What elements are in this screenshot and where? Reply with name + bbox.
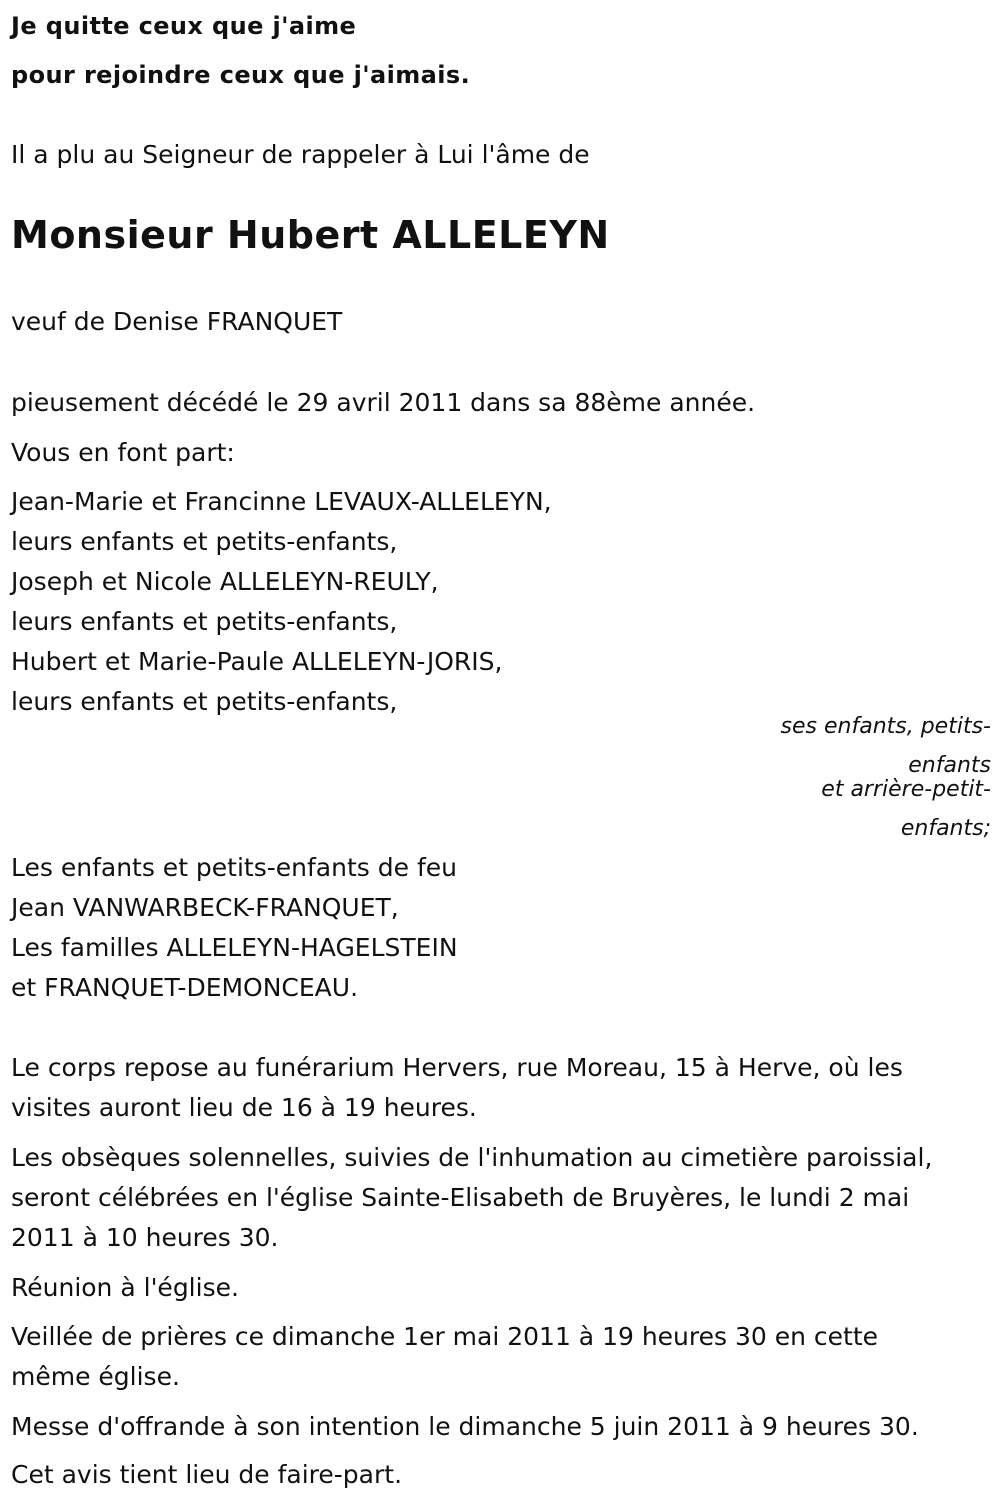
mass-text: Messe d'offrande à son intention le dimanche 5 juin 2011 à 9 heures 30.: [11, 1412, 919, 1441]
family-list: [11, 482, 976, 722]
epigraph-line-2: pour rejoindre ceux que j'aimais.: [11, 61, 471, 89]
epigraph-line-1: Je quitte ceux que j'aime: [11, 12, 357, 40]
paragraph-line: même église.: [11, 1362, 180, 1391]
family-line: leurs enfants et petits-enfants,: [11, 687, 398, 716]
extended-family-list: [11, 848, 976, 1008]
extended-family-line: Les enfants et petits-enfants de feu: [11, 853, 457, 882]
announcers-intro: Vous en font part:: [11, 438, 235, 467]
extended-family-line: Jean VANWARBECK-FRANQUET,: [11, 893, 399, 922]
family-summary-line: enfants;: [900, 816, 991, 841]
family-summary-line: ses enfants, petits-: [780, 714, 991, 739]
paragraph-line: seront célébrées en l'église Sainte-Elisabeth de Bruyères, le lundi 2 mai: [11, 1183, 910, 1212]
deceased-name: Monsieur Hubert ALLELEYN: [11, 213, 610, 257]
paragraph-line: visites auront lieu de 16 à 19 heures.: [11, 1093, 477, 1122]
death-notice: pieusement décédé le 29 avril 2011 dans sa 88ème année.: [11, 388, 756, 417]
body-rests-paragraph: [11, 1048, 976, 1128]
family-line: Jean-Marie et Francinne LEVAUX-ALLELEYN,: [11, 487, 552, 516]
family-summary-2: [741, 770, 991, 848]
family-line: leurs enfants et petits-enfants,: [11, 607, 398, 636]
vigil-paragraph: [11, 1317, 976, 1397]
intro-text: Il a plu au Seigneur de rappeler à Lui l'âme de: [11, 140, 590, 169]
funeral-paragraph: [11, 1138, 976, 1258]
extended-family-line: Les familles ALLELEYN-HAGELSTEIN: [11, 933, 458, 962]
widower-of: veuf de Denise FRANQUET: [11, 307, 343, 336]
gathering-text: Réunion à l'église.: [11, 1273, 239, 1302]
family-line: leurs enfants et petits-enfants,: [11, 527, 398, 556]
paragraph-line: Veillée de prières ce dimanche 1er mai 2011 à 19 heures 30 en cette: [11, 1322, 879, 1351]
family-line: Hubert et Marie-Paule ALLELEYN-JORIS,: [11, 647, 503, 676]
paragraph-line: Le corps repose au funérarium Hervers, rue Moreau, 15 à Herve, où les: [11, 1053, 903, 1082]
paragraph-line: 2011 à 10 heures 30.: [11, 1223, 279, 1252]
closing-text: Cet avis tient lieu de faire-part.: [11, 1460, 403, 1489]
extended-family-line: et FRANQUET-DEMONCEAU.: [11, 973, 359, 1002]
family-summary-line: enfants: [908, 753, 991, 778]
family-summary-line: et arrière-petit-: [821, 777, 991, 802]
family-line: Joseph et Nicole ALLELEYN-REULY,: [11, 567, 439, 596]
paragraph-line: Les obsèques solennelles, suivies de l'inhumation au cimetière paroissial,: [11, 1143, 933, 1172]
